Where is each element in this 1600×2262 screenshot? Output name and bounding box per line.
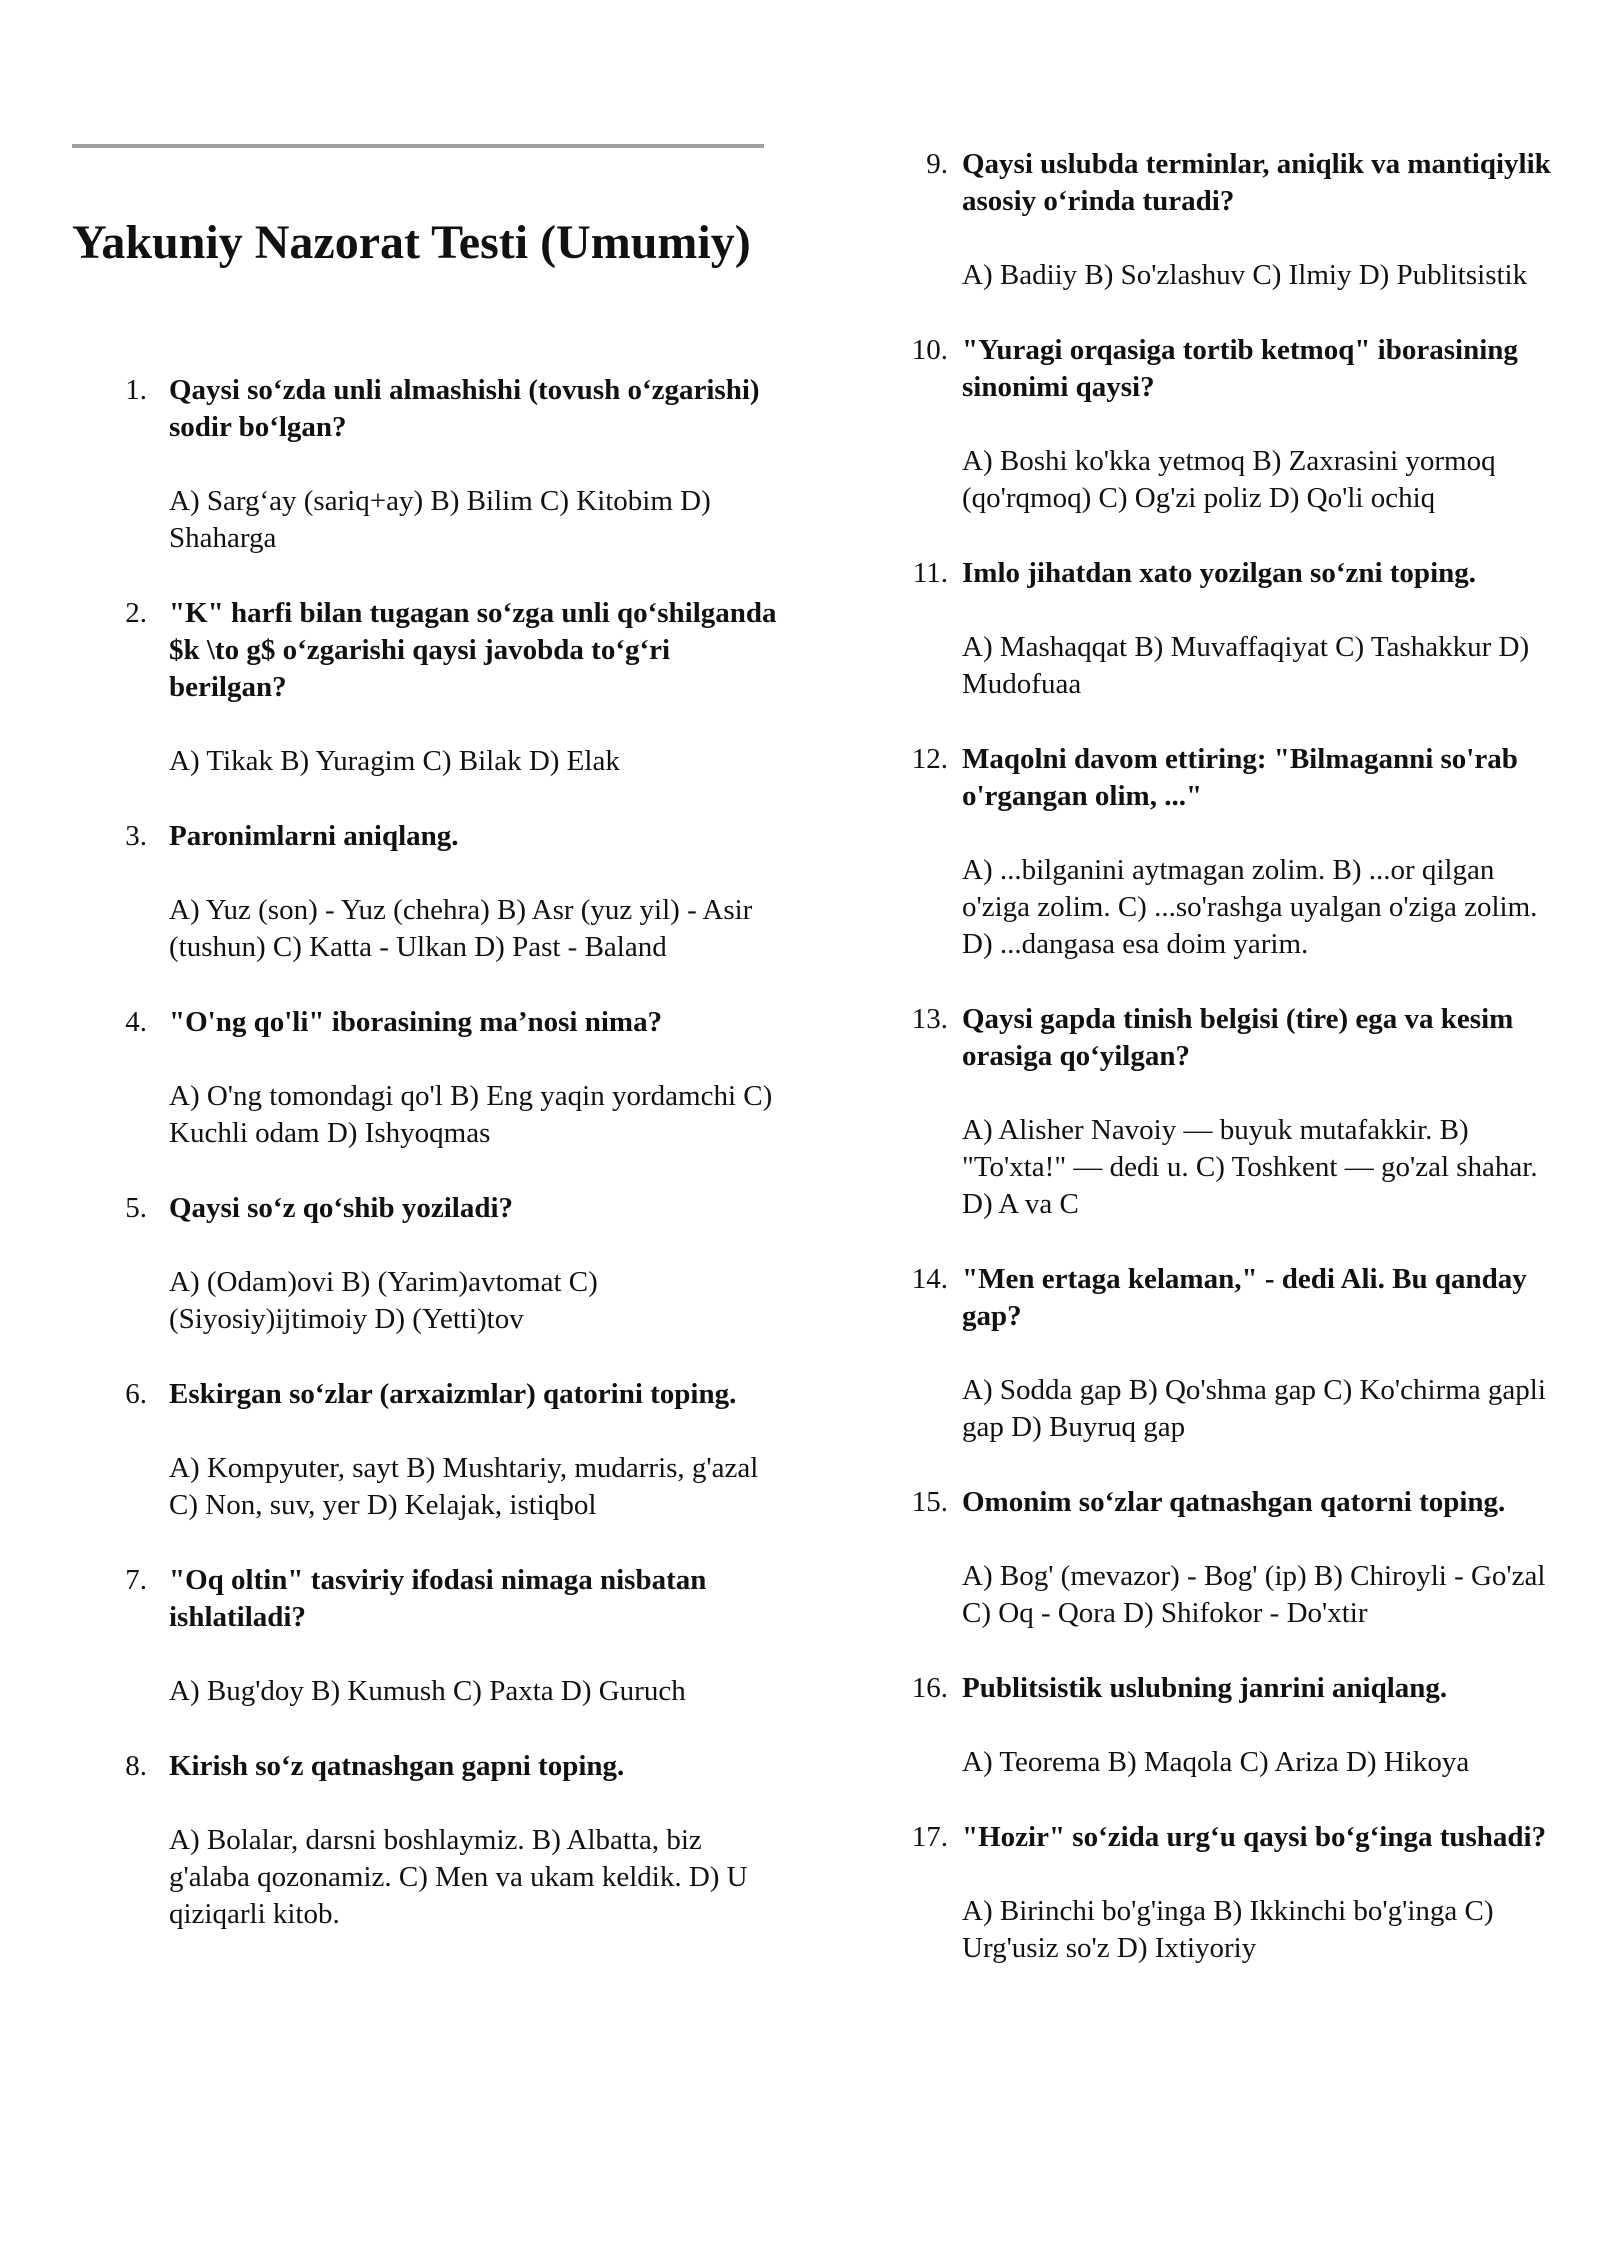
question-options: A) (Odam)ovi B) (Yarim)avtomat C) (Siyosiy)ijtimoiy D) (Yetti)tov (169, 1266, 598, 1335)
question-number: 4. (125, 1006, 147, 1038)
question-options: A) Birinchi bo'g'inga B) Ikkinchi bo'g'inga C) Urg'usiz so'z D) Ixtiyoriy (962, 1895, 1494, 1964)
question-text: "K" harfi bilan tugagan so‘zga unli qo‘shilganda $k \to g$ o‘zgarishi qaysi javobda to‘g‘ri berilgan? (169, 597, 777, 703)
question-number: 13. (911, 1003, 948, 1035)
horizontal-rule (72, 144, 764, 148)
question-item (910, 146, 1560, 294)
question-options: A) Bog' (mevazor) - Bog' (ip) B) Chiroyli - Go'zal C) Oq - Qora D) Shifokor - Do'xtir (962, 1560, 1546, 1629)
question-text: Paronimlarni aniqlang. (169, 820, 459, 852)
question-options: A) Boshi ko'kka yetmoq B) Zaxrasini yormoq (qo'rqmoq) C) Og'zi poliz D) Qo'li ochiq (962, 445, 1496, 514)
question-text: "Men ertaga kelaman," - dedi Ali. Bu qanday gap? (962, 1263, 1527, 1332)
question-item (117, 1562, 777, 1710)
question-text: Qaysi uslubda terminlar, aniqlik va mantiqiylik asosiy o‘rinda turadi? (962, 148, 1551, 217)
question-options: A) ...bilganini aytmagan zolim. B) ...or qilgan o'ziga zolim. C) ...so'rashga uyalgan o'ziga zolim. D) ...dangasa esa doim yarim. (962, 854, 1538, 960)
question-item (910, 332, 1560, 517)
question-text: Publitsistik uslubning janrini aniqlang. (962, 1672, 1448, 1704)
question-item (117, 595, 777, 780)
question-item (910, 1484, 1560, 1632)
question-item (117, 372, 777, 557)
question-item (910, 1819, 1560, 1967)
question-text: "Yuragi orqasiga tortib ketmoq" iborasining sinonimi qaysi? (962, 334, 1518, 403)
question-number: 14. (911, 1263, 948, 1295)
question-options: A) Tikak B) Yuragim C) Bilak D) Elak (169, 745, 620, 777)
question-text: Qaysi so‘z qo‘shib yoziladi? (169, 1192, 514, 1224)
question-options: A) Sarg‘ay (sariq+ay) B) Bilim C) Kitobim D) Shaharga (169, 485, 711, 554)
question-number: 1. (125, 374, 147, 406)
question-number: 11. (912, 557, 948, 589)
question-number: 12. (911, 743, 948, 775)
question-item (117, 818, 777, 966)
question-text: Maqolni davom ettiring: "Bilmaganni so'rab o'rgangan olim, ..." (962, 743, 1518, 812)
questions-column-right (910, 146, 1560, 2005)
question-options: A) Teorema B) Maqola C) Ariza D) Hikoya (962, 1746, 1470, 1778)
question-item (910, 1670, 1560, 1781)
question-number: 8. (125, 1750, 147, 1782)
question-item (910, 1001, 1560, 1223)
question-options: A) Sodda gap B) Qo'shma gap C) Ko'chirma gapli gap D) Buyruq gap (962, 1374, 1546, 1443)
question-number: 10. (911, 334, 948, 366)
question-number: 9. (926, 148, 948, 180)
question-options: A) Alisher Navoiy — buyuk mutafakkir. B) "To'xta!" — dedi u. C) Toshkent — go'zal shahar. D) A va C (962, 1114, 1538, 1220)
question-item (117, 1190, 777, 1338)
question-item (910, 741, 1560, 963)
question-options: A) Mashaqqat B) Muvaffaqiyat C) Tashakkur D) Mudofuaa (962, 631, 1530, 700)
question-text: Eskirgan so‘zlar (arxaizmlar) qatorini toping. (169, 1378, 737, 1410)
question-number: 7. (125, 1564, 147, 1596)
question-number: 5. (125, 1192, 147, 1224)
questions-column-left (117, 372, 777, 1971)
question-item (117, 1748, 777, 1933)
question-number: 3. (125, 820, 147, 852)
question-options: A) Bolalar, darsni boshlaymiz. B) Albatta, biz g'alaba qozonamiz. C) Men va ukam keldik. D) U qiziqarli kitob. (169, 1824, 748, 1930)
question-text: "Oq oltin" tasviriy ifodasi nimaga nisbatan ishlatiladi? (169, 1564, 707, 1633)
question-number: 16. (911, 1672, 948, 1704)
question-text: Qaysi so‘zda unli almashishi (tovush o‘zgarishi) sodir bo‘lgan? (169, 374, 760, 443)
question-options: A) Bug'doy B) Kumush C) Paxta D) Guruch (169, 1675, 686, 1707)
question-options: A) Yuz (son) - Yuz (chehra) B) Asr (yuz yil) - Asir (tushun) C) Katta - Ulkan D) Past - Baland (169, 894, 753, 963)
question-number: 15. (911, 1486, 948, 1518)
question-number: 17. (911, 1821, 948, 1853)
question-number: 6. (125, 1378, 147, 1410)
question-item (910, 555, 1560, 703)
page-title: Yakuniy Nazorat Testi (Umumiy) (72, 216, 751, 269)
question-text: Omonim so‘zlar qatnashgan qatorni toping. (962, 1486, 1506, 1518)
question-text: Kirish so‘z qatnashgan gapni toping. (169, 1750, 625, 1782)
question-text: "O'ng qo'li" iborasining ma’nosi nima? (169, 1006, 663, 1038)
question-item (910, 1261, 1560, 1446)
question-text: "Hozir" so‘zida urg‘u qaysi bo‘g‘inga tushadi? (962, 1821, 1547, 1853)
question-options: A) O'ng tomondagi qo'l B) Eng yaqin yordamchi C) Kuchli odam D) Ishyoqmas (169, 1080, 773, 1149)
question-text: Qaysi gapda tinish belgisi (tire) ega va kesim orasiga qo‘yilgan? (962, 1003, 1514, 1072)
question-number: 2. (125, 597, 147, 629)
question-options: A) Kompyuter, sayt B) Mushtariy, mudarris, g'azal C) Non, suv, yer D) Kelajak, istiqbol (169, 1452, 759, 1521)
question-options: A) Badiiy B) So'zlashuv C) Ilmiy D) Publitsistik (962, 259, 1528, 291)
question-item (117, 1376, 777, 1524)
question-item (117, 1004, 777, 1152)
question-text: Imlo jihatdan xato yozilgan so‘zni toping. (962, 557, 1476, 589)
